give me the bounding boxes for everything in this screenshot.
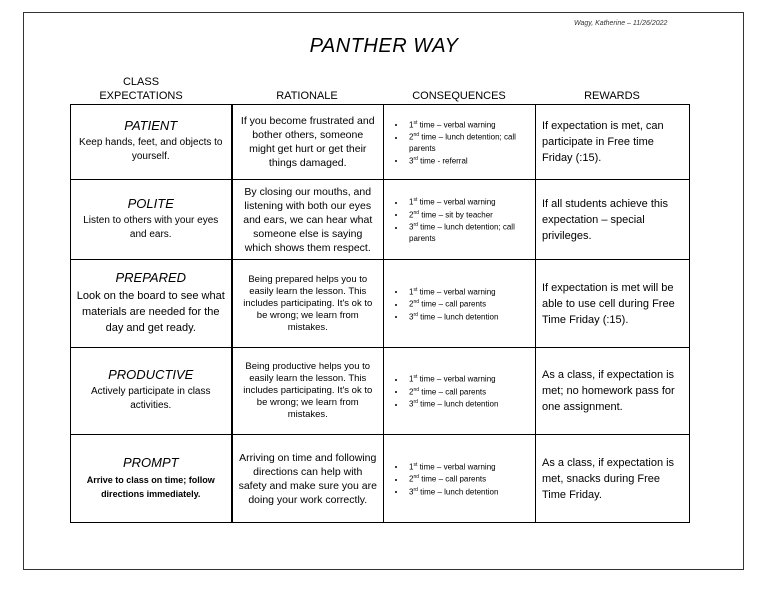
consequence-item: • 2nd time – call parents [406, 472, 535, 485]
consequences-list [384, 118, 535, 167]
consequence-item: • 2nd time – lunch detention; call parents [406, 130, 535, 154]
expectation-description: Actively participate in class activities. [91, 386, 211, 411]
expectation-cell [71, 260, 232, 348]
header-rationale: RATIONALE [276, 90, 338, 102]
consequence-item: • 3rd time – lunch detention; call parents [406, 220, 535, 244]
consequence-item: • 2nd time – call parents [406, 297, 535, 310]
rationale-cell: Being prepared helps you to easily learn the lesson. This includes participating. It's ok to be wrong; we learn from mistakes. [232, 260, 384, 348]
header-expectations-line1: CLASS [122, 76, 160, 88]
consequence-item: • 1st time – verbal warning [406, 195, 535, 208]
consequence-item: • 3rd time - referral [406, 154, 535, 167]
reward-cell: If all students achieve this expectation – special privileges. [536, 180, 690, 260]
consequence-item: • 2nd time – call parents [406, 385, 535, 398]
expectation-description: Arrive to class on time; follow directions immediately. [86, 474, 215, 499]
consequence-item: • 3rd time – lunch detention [406, 310, 535, 323]
header-expectations [70, 75, 212, 103]
consequences-cell [384, 105, 536, 180]
expectation-name: PREPARED [115, 269, 187, 285]
expectation-description: Listen to others with your eyes and ears. [83, 214, 219, 240]
consequence-item: • 1st time – verbal warning [406, 460, 535, 473]
rationale-cell: By closing our mouths, and listening with both our eyes and ears, we can hear what someone else is saying which shows them respect. [232, 180, 384, 260]
reward-cell: If expectation is met, can participate in Free time Friday (:15). [536, 105, 690, 180]
consequences-cell [384, 180, 536, 260]
expectation-cell [71, 180, 232, 260]
expectation-name: PATIENT [124, 118, 178, 133]
expectation-name: POLITE [127, 195, 174, 211]
table-row [71, 260, 690, 348]
page-title: PANTHER WAY [309, 35, 459, 57]
table-row [71, 348, 690, 435]
expectation-description: Keep hands, feet, and objects to yourself. [79, 137, 223, 162]
reward-cell: As a class, if expectation is met; no homework pass for one assignment. [536, 348, 690, 435]
rationale-cell: Arriving on time and following directions can help with safety and make sure you are doing your work correctly. [232, 435, 384, 523]
expectation-name: PRODUCTIVE [108, 367, 194, 382]
author-date-line: Wagy, Katherine – 11/26/2022 [574, 20, 668, 27]
expectation-cell [71, 435, 232, 523]
header-expectations-line2: EXPECTATIONS [99, 90, 183, 102]
consequence-item: • 1st time – verbal warning [406, 285, 535, 298]
consequence-item: • 3rd time – lunch detention [406, 397, 535, 410]
consequences-list [384, 195, 535, 244]
table-row [71, 105, 690, 180]
consequences-cell [384, 348, 536, 435]
rationale-cell: Being productive helps you to easily learn the lesson. This includes participating. It's ok to be wrong; we learn from mistakes. [232, 348, 384, 435]
consequences-cell [384, 435, 536, 523]
table-row [71, 435, 690, 523]
consequence-item: • 2nd time – sit by teacher [406, 208, 535, 221]
reward-cell: If expectation is met will be able to use cell during Free Time Friday (:15). [536, 260, 690, 348]
rationale-cell: If you become frustrated and bother others, someone might get hurt or get their things damaged. [232, 105, 384, 180]
reward-cell: As a class, if expectation is met, snacks during Free Time Friday. [536, 435, 690, 523]
expectations-table [70, 104, 690, 523]
consequences-list [384, 372, 535, 410]
header-consequences: CONSEQUENCES [412, 90, 506, 102]
consequences-list [384, 285, 535, 323]
consequence-item: • 1st time – verbal warning [406, 118, 535, 131]
header-rewards: REWARDS [584, 90, 640, 102]
consequences-list [384, 460, 535, 498]
consequence-item: • 1st time – verbal warning [406, 372, 535, 385]
consequence-item: • 3rd time – lunch detention [406, 485, 535, 498]
expectation-description: Look on the board to see what materials are needed for the day and get ready. [76, 289, 225, 334]
expectation-cell [71, 105, 232, 180]
expectation-name: PROMPT [122, 454, 179, 470]
expectation-cell [71, 348, 232, 435]
table-row [71, 180, 690, 260]
consequences-cell [384, 260, 536, 348]
